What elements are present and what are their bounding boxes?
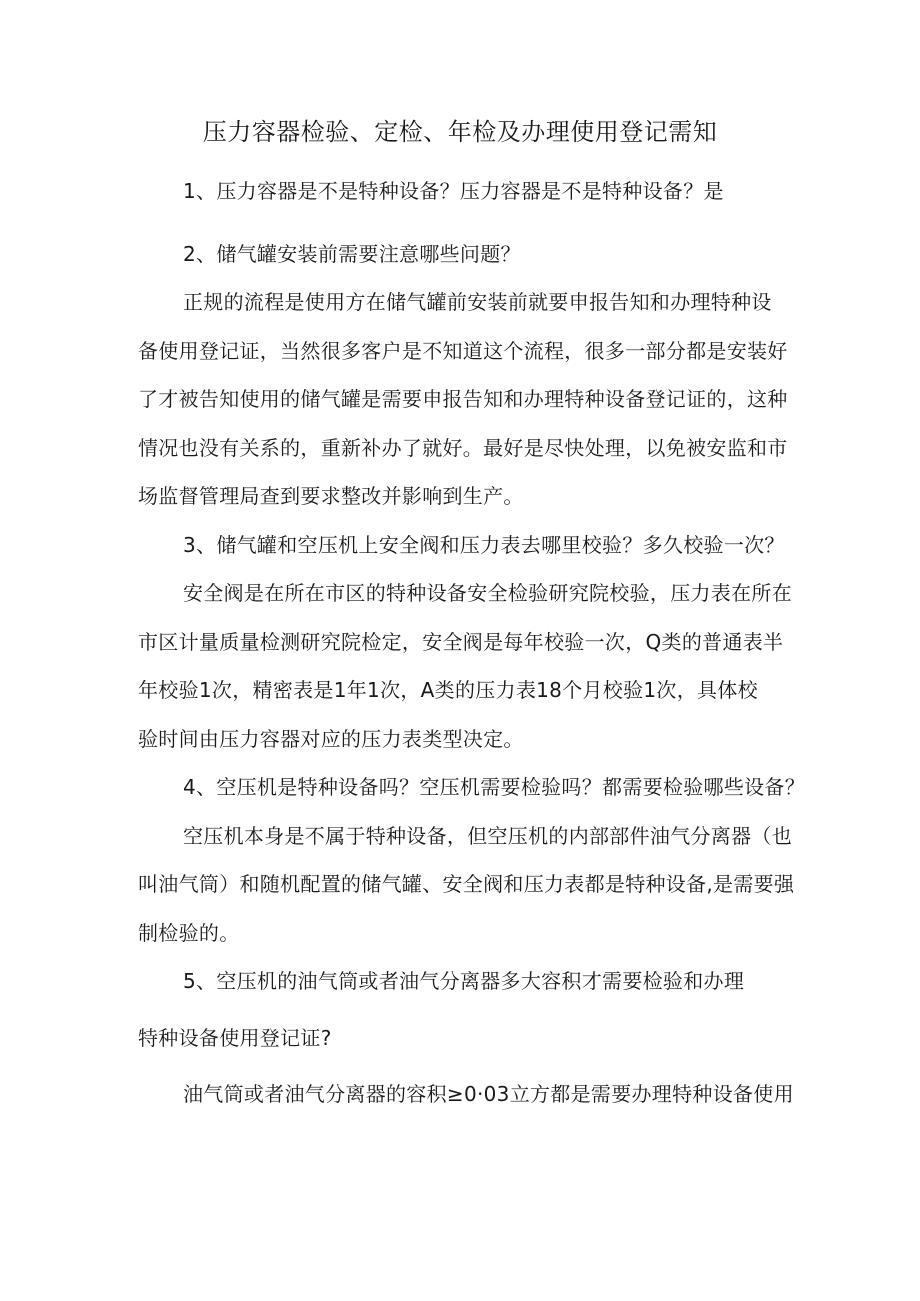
- answer-4-line-1: 空压机本身是不属于特种设备，但空压机的内部部件油气分离器（也: [183, 824, 792, 848]
- question-4: 4、空压机是特种设备吗？空压机需要检验吗？都需要检验哪些设备？: [183, 775, 806, 799]
- answer-3-line-3: 年校验1次，精密表是1年1次，A类的压力表18个月校验1次，具体校: [138, 678, 758, 702]
- question-2: 2、储气罐安装前需要注意哪些问题？: [183, 242, 521, 266]
- answer-4-line-2: 叫油气筒）和随机配置的储气罐、安全阀和压力表都是特种设备,是需要强: [138, 872, 795, 896]
- answer-5-line-1: 油气筒或者油气分离器的容积≥0·03立方都是需要办理特种设备使用: [183, 1082, 794, 1106]
- answer-2-line-1: 正规的流程是使用方在储气罐前安装前就要申报告知和办理特种设: [183, 290, 772, 314]
- answer-4-line-3: 制检验的。: [138, 921, 240, 945]
- answer-2-line-2: 备使用登记证，当然很多客户是不知道这个流程，很多一部分都是安装好: [138, 339, 788, 363]
- question-5-line-1: 5、空压机的油气筒或者油气分离器多大容积才需要检验和办理: [183, 969, 745, 993]
- answer-2-line-3: 了才被告知使用的储气罐是需要申报告知和办理特种设备登记证的，这种: [138, 387, 788, 411]
- answer-3-line-2: 市区计量质量检测研究院检定，安全阀是每年校验一次，Q类的普通表半: [138, 630, 784, 654]
- document-title: 压力容器检验、定检、年检及办理使用登记需知: [202, 118, 718, 146]
- answer-2-line-5: 场监督管理局查到要求整改并影响到生产。: [138, 484, 524, 508]
- answer-3-line-4: 验时间由压力容器对应的压力表类型决定。: [138, 727, 524, 751]
- answer-2-line-4: 情况也没有关系的，重新补办了就好。最好是尽快处理，以免被安监和市: [138, 436, 788, 460]
- question-5-line-2: 特种设备使用登记证?: [138, 1026, 332, 1050]
- answer-3-line-1: 安全阀是在所在市区的特种设备安全检验研究院校验，压力表在所在: [183, 581, 792, 605]
- question-1: 1、压力容器是不是特种设备？压力容器是不是特种设备？是: [183, 179, 724, 203]
- question-3: 3、储气罐和空压机上安全阀和压力表去哪里校验？多久校验一次？: [183, 533, 785, 557]
